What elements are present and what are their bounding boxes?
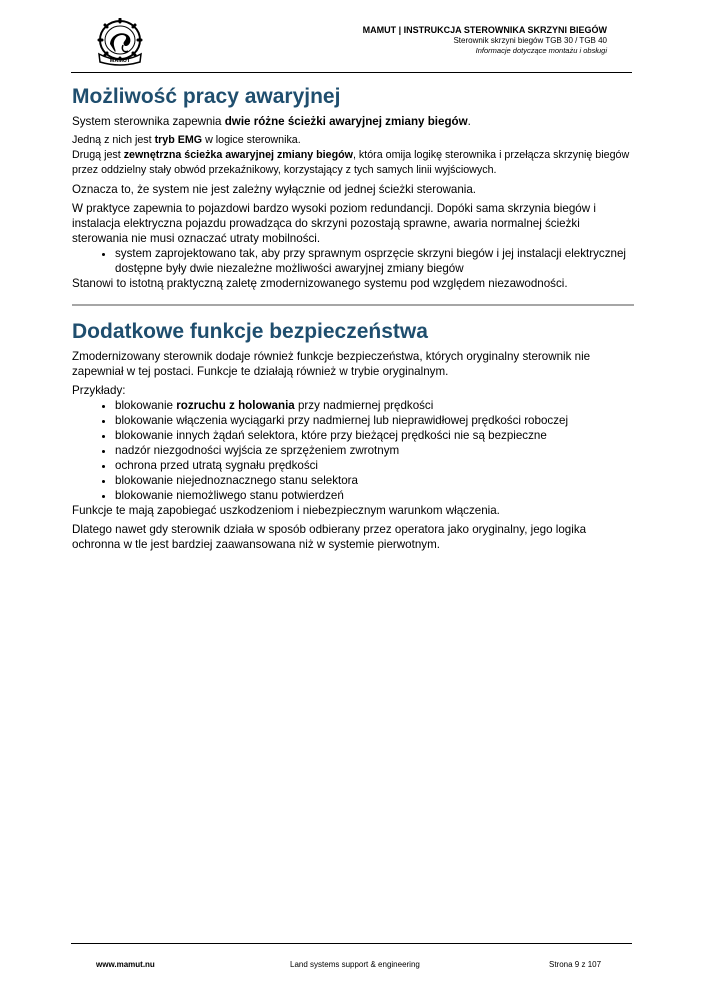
list-item: • blokowanie włączenia wyciągarki przy nadmiernej lub nieprawidłowej prędkości roboczej: [115, 413, 634, 428]
header-title: MAMUT | INSTRUKCJA STEROWNIKA SKRZYNI BIEGÓW: [362, 25, 607, 35]
logo-text: MAMUT: [109, 58, 131, 64]
footer-divider: [71, 943, 632, 944]
list-item: • blokowanie innych żądań selektora, które przy bieżącej prędkości nie są bezpieczne: [115, 428, 634, 443]
list-item: • ochrona przed utratą sygnału prędkości: [115, 458, 634, 473]
paragraph: Funkcje te mają zapobiegać uszkodzeniom i niebezpiecznym warunkom włączenia.: [72, 504, 500, 517]
paragraph: Oznacza to, że system nie jest zależny wyłącznie od jednej ścieżki sterowania.: [72, 183, 477, 196]
footer-website-link[interactable]: www.mamut.nu: [96, 960, 155, 969]
list-item: • blokowanie niemożliwego stanu potwierdzeń: [115, 488, 634, 503]
list-item: • nadzór niezgodności wyjścia ze sprzężeniem zwrotnym: [115, 443, 634, 458]
examples-label: Przykłady:: [72, 384, 126, 397]
mamut-logo: [93, 18, 147, 66]
bullet-list: [72, 398, 634, 503]
paragraph: Dlatego nawet gdy sterownik działa w sposób odbierany przez operatora jako oryginalny, jego logika ochronna w tle jest bardziej zaawansowana niż w systemie pierwotnym.: [72, 523, 587, 551]
footer-tagline: Land systems support & engineering: [290, 960, 420, 969]
paragraph: Jedną z nich jest tryb EMG w logice sterownika.: [72, 134, 301, 146]
page-number: Strona 9 z 107: [549, 960, 602, 969]
paragraph: Stanowi to istotną praktyczną zaletę zmodernizowanego systemu pod względem niezawodności.: [72, 277, 568, 290]
header-subtitle: Sterownik skrzyni biegów TGB 30 / TGB 40: [453, 36, 607, 45]
section-title-emergency: Możliwość pracy awaryjnej: [72, 85, 341, 108]
list-item: • blokowanie rozruchu z holowania przy nadmiernej prędkości: [115, 398, 634, 413]
bullet-list: [72, 246, 634, 276]
paragraph: Zmodernizowany sterownik dodaje również funkcje bezpieczeństwa, których oryginalny sterownik nie zapewniał w tej postaci. Funkcje te działają również w trybie oryginalnym.: [72, 350, 591, 378]
section-title-safety: Dodatkowe funkcje bezpieczeństwa: [72, 320, 428, 343]
paragraph: System sterownika zapewnia dwie różne ścieżki awaryjnej zmiany biegów.: [72, 115, 471, 128]
section-divider: [72, 304, 634, 306]
paragraph: W praktyce zapewnia to pojazdowi bardzo wysoki poziom redundancji. Dopóki sama skrzynia biegów i instalacja elektryczna pojazdu prowadząca do skrzyni pozostają sprawne, awaria normalnej ścieżki sterowania nie musi oznaczać utraty mobilności.: [72, 202, 596, 245]
page-content: [72, 78, 634, 556]
list-item: • system zaprojektowano tak, aby przy sprawnym osprzęcie skrzyni biegów i jej instalacji elektrycznej dostępne były dwie niezależne możliwości awaryjnej zmiany biegów: [115, 246, 634, 276]
document-header: [363, 25, 607, 56]
header-divider: [71, 72, 632, 73]
list-item: • blokowanie niejednoznacznego stanu selektora: [115, 473, 634, 488]
paragraph: Drugą jest zewnętrzna ścieżka awaryjnej zmiany biegów, która omija logikę sterownika i przełącza skrzynię biegów przez oddzielny stały obwód przekaźnikowy, korzystający z tych samych linii wyjściowych.: [72, 149, 630, 176]
header-subtitle-2: Informacje dotyczące montażu i obsługi: [475, 46, 607, 55]
